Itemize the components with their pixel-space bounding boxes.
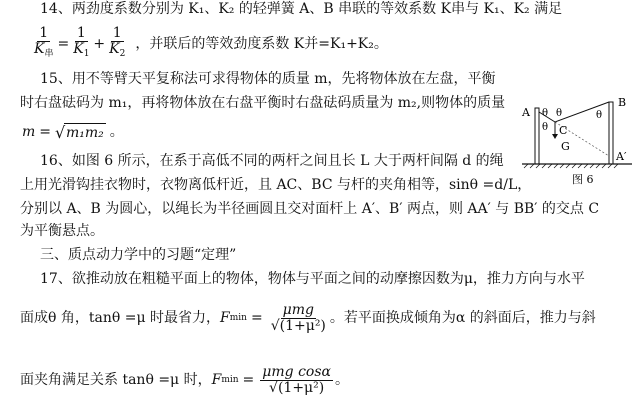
label-B: B: [618, 98, 627, 109]
p15-line1: 15、用不等臂天平复称法可求得物体的质量 m，先将物体放在左盘，平衡: [40, 71, 496, 87]
section-heading: 三、质点动力学中的习题“定理”: [40, 247, 237, 263]
p14-line1: 14、两劲度系数分别为 K₁、K₂ 的轻弹簧 A、B 串联的等效系数 K串与 K₁、K₂ 满足: [40, 1, 563, 17]
fraction-1-over-k1: $\frac{1}{K_1}$: [73, 25, 90, 59]
p15-line2: 时右盘砝码为 m₁，再将物体放在右盘平衡时右盘砝码质量为 m₂,则物体的质量: [20, 95, 506, 111]
p14-tail: ，并联后的等效劲度系数 K并=K₁+K₂。: [135, 36, 388, 52]
fraction-fmin-2: $\frac{\text{μmg cosα}}{\text{√(1+μ²)}}$: [262, 363, 331, 396]
label-G: G: [561, 140, 570, 153]
label-A: A: [522, 106, 530, 119]
label-theta-2: θ: [556, 108, 563, 119]
figure-6-diagram: [510, 98, 638, 188]
p15-formula: m = √ m₁m₂ 。: [22, 122, 124, 142]
p14-formula: $\frac{1}{K_串}$ = $\frac{1}{K_1}$ + $\frac{1}{K_2}$ ，并联后的等效劲度系数 K并=K₁+K₂。: [30, 24, 388, 64]
p17-line1: 17、欲推动放在粗糙平面上的物体，物体与平面之间的动摩擦因数为μ，推力方向与水平: [40, 271, 585, 287]
label-theta-1: θ: [542, 108, 549, 119]
figure-caption: 图 6: [572, 173, 594, 186]
label-C: C: [559, 124, 568, 137]
p16-line3: 分别以 A、B 为圆心，以绳长为半径画圆且交对面杆上 A′、B′ 两点，则 AA′ 与 BB′ 的交点 C: [20, 201, 600, 217]
label-theta-4: θ: [596, 110, 603, 121]
sqrt-m1m2: √ m₁m₂: [55, 122, 104, 142]
label-A-prime: A′: [616, 150, 627, 163]
p17-line3: 面夹角满足关系 tanθ =μ 时， F min = $\frac{\text{μmg cosα}}{\text{√(1+μ²)}}$ 。: [20, 363, 349, 396]
p17-line2: 面成θ 角，tanθ =μ 时最省力， F min = $\frac{\text{μmg}}{\text{√(1+μ²)}}$ 。若平面换成倾角为α 的斜面后，推力与斜: [20, 301, 596, 334]
p16-line1: 16、如图 6 所示，在系于高低不同的两杆之间且长 L 大于两杆间隔 d 的绳: [40, 153, 504, 169]
p16-line4: 为平衡悬点。: [20, 223, 104, 239]
fraction-fmin-1: $\frac{\text{μmg}}{\text{√(1+μ²)}}$: [270, 301, 326, 334]
fraction-1-over-kseries: $\frac{1}{K_串}$: [34, 25, 54, 59]
p16-line2: 上用光滑钩挂衣物时，衣物离低杆近，且 AC、BC 与杆的夹角相等，sinθ =d/L，: [20, 177, 532, 193]
label-theta-3: θ: [542, 122, 549, 133]
fraction-1-over-k2: $\frac{1}{K_2}$: [109, 25, 126, 59]
